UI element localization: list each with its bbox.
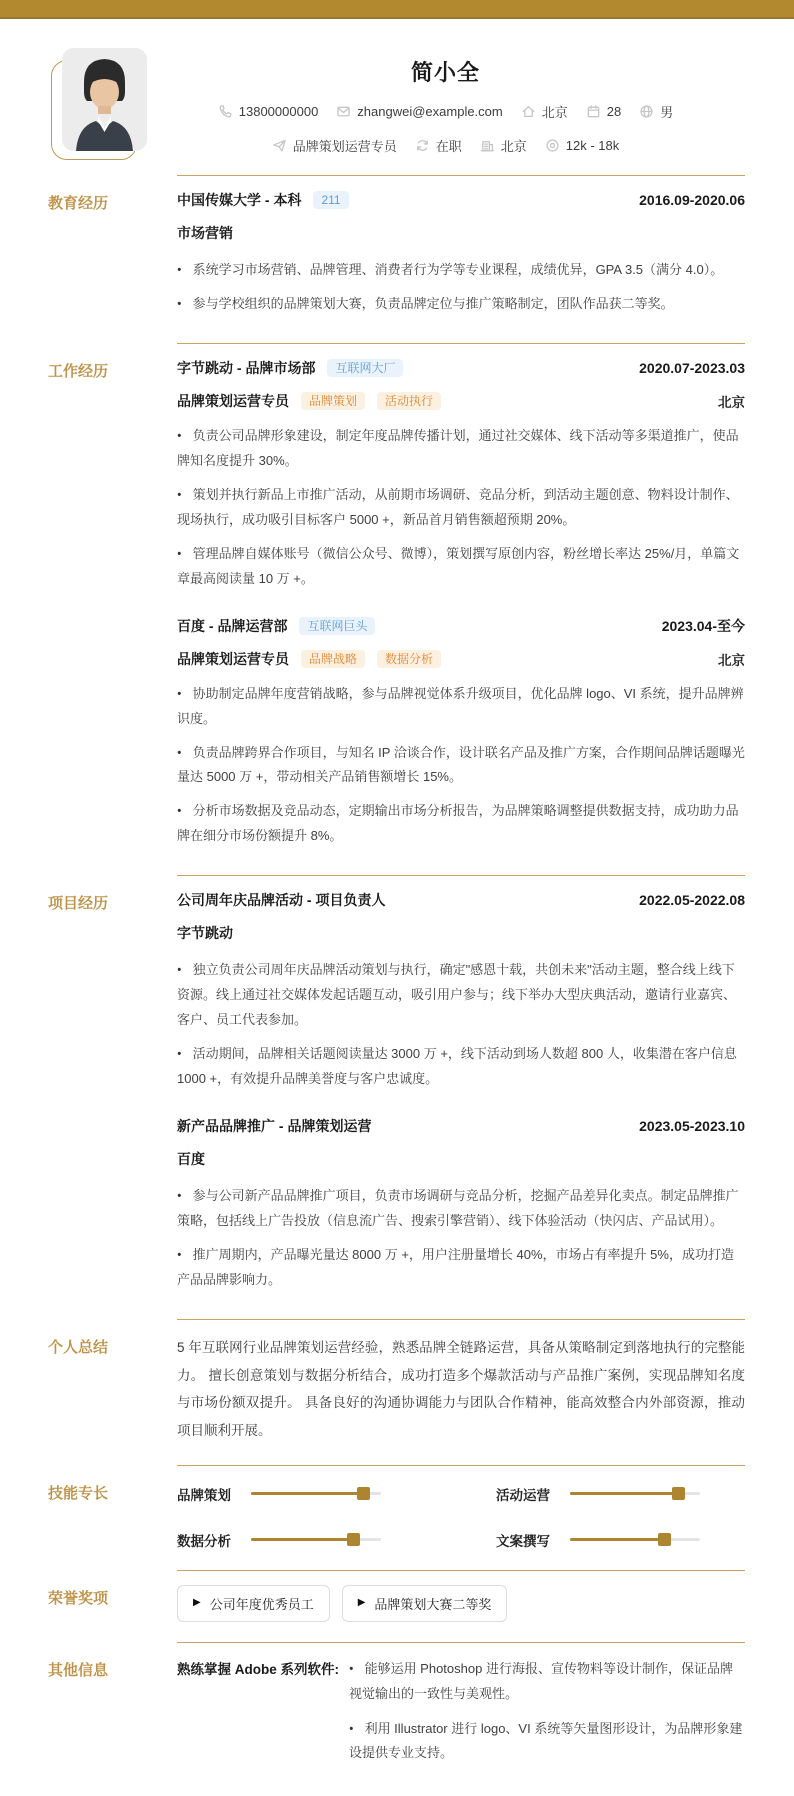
profile-photo (60, 48, 146, 152)
slider-handle[interactable] (658, 1533, 671, 1546)
home-icon (521, 104, 536, 119)
skill-label: 文案撰写 (496, 1533, 550, 1549)
project-bullet: • 推广周期内，产品曝光量达 8000 万 +，用户注册量增长 40%，市场占有率提升 5%，成功打造产品品牌影响力。 (177, 1243, 745, 1293)
slider-fill (570, 1538, 665, 1541)
company-name: 字节跳动 - 品牌市场部 (177, 359, 316, 376)
bullet-dot: • (349, 1721, 354, 1735)
work-location: 北京 (718, 394, 745, 410)
contact-location (480, 136, 527, 155)
project-entry-newproduct (177, 1116, 745, 1293)
contact-phone (218, 104, 319, 119)
slider-handle[interactable] (347, 1533, 360, 1546)
education-bullet: • 参与学校组织的品牌策划大赛，负责品牌定位与推广策略制定，团队作品获二等奖。 (177, 292, 745, 317)
skill-data-analysis (177, 1530, 426, 1550)
school-name: 中国传媒大学 - 本科 (177, 192, 302, 208)
project-bullet: • 独立负责公司周年庆品牌活动策划与执行，确定"感恩十载，共创未来"活动主题，整合线上线下资源。线上通过社交媒体发起话题互动，吸引用户参与；线下举办大型庆典活动，邀请行业嘉宾、客户、员工代表参加。 (177, 958, 745, 1033)
work-date: 2023.04-至今 (661, 617, 745, 634)
skill-brand-planning (177, 1484, 426, 1504)
job-tag: 数据分析 (377, 650, 441, 668)
send-icon (272, 138, 287, 153)
project-org: 字节跳动 (177, 925, 233, 942)
contact-city (521, 102, 568, 121)
section-title-honors: 荣誉奖项 (48, 1589, 109, 1607)
honor-label: 公司年度优秀员工 (209, 1596, 314, 1612)
slider-fill (570, 1492, 679, 1495)
major: 市场营销 (177, 225, 233, 241)
bullet-dot: • (177, 428, 182, 443)
project-date: 2023.05-2023.10 (639, 1118, 745, 1135)
resume-header (0, 19, 794, 155)
job-title: 品牌策划运营专员 (177, 392, 289, 409)
bullet-dot: • (177, 804, 182, 818)
bullet-dot: • (177, 1047, 182, 1061)
calendar-icon (586, 104, 601, 119)
honor-button-brand-contest[interactable] (342, 1585, 508, 1622)
school-badge-211: 211 (313, 191, 348, 209)
candidate-name: 简小全 (410, 60, 480, 85)
email-icon (336, 104, 351, 119)
slider-fill (251, 1538, 354, 1541)
section-summary (0, 1319, 794, 1465)
skill-slider[interactable] (251, 1487, 381, 1500)
skill-label: 品牌策划 (177, 1487, 231, 1503)
city-value: 北京 (541, 105, 568, 120)
globe-icon (639, 104, 654, 119)
contact-status (415, 136, 462, 155)
section-title-education: 教育经历 (48, 195, 109, 212)
work-bullet: • 管理品牌自媒体账号（微信公众号、微博），策划撰写原创内容，粉丝增长率达 25%/月，单篇文章最高阅读量 10 万 +。 (177, 542, 745, 592)
phone-value: 13800000000 (238, 104, 319, 119)
bullet-dot: • (177, 546, 182, 561)
work-bullet: • 协助制定品牌年度营销战略，参与品牌视觉体系升级项目，优化品牌 logo、VI 系统，提升品牌辨识度。 (177, 682, 745, 732)
section-title-other: 其他信息 (48, 1661, 109, 1679)
project-name: 新产品品牌推广 - 品牌策划运营 (177, 1118, 372, 1135)
contact-email (336, 104, 502, 119)
section-work (0, 343, 794, 875)
education-date: 2016.09-2020.06 (639, 192, 745, 208)
slider-handle[interactable] (357, 1487, 370, 1500)
work-bullet: • 负责公司品牌形象建设，制定年度品牌传播计划，通过社交媒体、线下活动等多渠道推广，使品牌知名度提升 30%。 (177, 424, 745, 474)
company-badge: 互联网巨头 (299, 617, 375, 635)
contact-age (586, 104, 621, 119)
building-icon (480, 138, 495, 153)
sync-icon (415, 138, 430, 153)
salary-value: 12k - 18k (565, 138, 620, 153)
contact-salary (545, 138, 619, 153)
age-value: 28 (606, 104, 622, 119)
contact-row-1 (146, 102, 745, 121)
education-bullet: • 系统学习市场营销、品牌管理、消费者行为学等专业课程，成绩优异，GPA 3.5（满分 4.0）。 (177, 258, 745, 283)
work-bullet: • 分析市场数据及竞品动态，定期输出市场分析报告，为品牌策略调整提供数据支持，成功助力品牌在细分市场份额提升 8%。 (177, 799, 745, 849)
work-date: 2020.07-2023.03 (639, 359, 745, 376)
section-title-projects: 项目经历 (48, 895, 109, 913)
bullet-dot: • (177, 1247, 182, 1262)
play-icon: ▶ (193, 1597, 201, 1609)
skill-event-operation (496, 1484, 745, 1504)
section-title-summary: 个人总结 (48, 1338, 109, 1356)
work-entry-baidu (177, 616, 745, 850)
skill-slider[interactable] (570, 1533, 700, 1546)
skill-slider[interactable] (570, 1487, 700, 1500)
contact-row-2 (146, 136, 745, 155)
company-badge: 互联网大厂 (327, 359, 403, 377)
position-value: 品牌策划运营专员 (292, 139, 397, 154)
project-entry-anniversary (177, 890, 745, 1092)
section-projects (0, 875, 794, 1319)
other-skill-label: 熟练掌握 Adobe 系列软件: (177, 1661, 339, 1677)
status-value: 在职 (435, 139, 462, 154)
project-org: 百度 (177, 1151, 205, 1168)
section-other (0, 1642, 794, 1796)
project-bullet: • 参与公司新产品品牌推广项目，负责市场调研与竞品分析，挖掘产品差异化卖点。制定品牌推广策略，包括线上广告投放（信息流广告、搜索引擎营销）、线下体验活动（快闪店、产品试用）。 (177, 1184, 745, 1234)
bullet-dot: • (177, 262, 182, 277)
job-tag: 品牌战略 (301, 650, 365, 668)
slider-fill (251, 1492, 364, 1495)
bullet-dot: • (177, 686, 182, 700)
work-entry-bytedance (177, 358, 745, 592)
section-education (0, 175, 794, 343)
target-icon (545, 138, 560, 153)
work-location: 北京 (718, 652, 745, 668)
location-value: 北京 (500, 139, 527, 154)
play-icon: ▶ (357, 1597, 366, 1609)
bullet-dot: • (177, 1188, 182, 1203)
other-bullet: • 能够运用 Photoshop 进行海报、宣传物料等设计制作，保证品牌视觉输出的一致性与美观性。 (349, 1657, 745, 1707)
honor-label: 品牌策划大赛二等奖 (374, 1596, 492, 1612)
job-tag: 品牌策划 (301, 392, 365, 410)
other-bullet: • 利用 Illustrator 进行 logo、VI 系统等矢量图形设计，为品牌形象建设提供专业支持。 (349, 1717, 745, 1767)
slider-handle[interactable] (672, 1487, 685, 1500)
gender-value: 男 (660, 105, 674, 120)
work-bullet: • 负责品牌跨界合作项目，与知名 IP 洽谈合作，设计联名产品及推广方案，合作期间品牌话题曝光量达 5000 万 +，带动相关产品销售额增长 15%。 (177, 741, 745, 791)
education-entry (177, 190, 745, 317)
skill-copywriting (496, 1530, 745, 1550)
bullet-dot: • (177, 963, 182, 977)
section-title-skills: 技能专长 (48, 1484, 109, 1502)
job-tag: 活动执行 (377, 392, 441, 410)
skill-label: 活动运营 (496, 1487, 550, 1503)
phone-icon (218, 104, 233, 119)
skill-label: 数据分析 (177, 1533, 231, 1549)
contact-position (272, 136, 397, 155)
job-title: 品牌策划运营专员 (177, 650, 289, 667)
project-bullet: • 活动期间，品牌相关话题阅读量达 3000 万 +，线下活动到场人数超 800 人，收集潜在客户信息 1000 +，有效提升品牌美誉度与客户忠诚度。 (177, 1042, 745, 1092)
top-accent-bar (0, 0, 794, 19)
bullet-dot: • (177, 745, 182, 759)
skill-slider[interactable] (251, 1533, 381, 1546)
project-date: 2022.05-2022.08 (639, 892, 745, 909)
honor-button-employee-of-year[interactable] (177, 1585, 330, 1622)
project-name: 公司周年庆品牌活动 - 项目负责人 (177, 892, 386, 909)
bullet-dot: • (177, 296, 182, 311)
section-honors (0, 1570, 794, 1642)
bullet-dot: • (349, 1661, 354, 1675)
company-name: 百度 - 品牌运营部 (177, 617, 288, 634)
avatar (62, 48, 147, 151)
work-bullet: • 策划并执行新品上市推广活动，从前期市场调研、竞品分析，到活动主题创意、物料设计制作、现场执行，成功吸引目标客户 5000 +，新品首月销售额超预期 20%。 (177, 483, 745, 533)
email-value: zhangwei@example.com (357, 104, 503, 119)
section-skills (0, 1465, 794, 1570)
bullet-dot: • (177, 487, 182, 502)
contact-gender (639, 102, 673, 121)
summary-text: 5 年互联网行业品牌策划运营经验，熟悉品牌全链路运营，具备从策略制定到落地执行的完整能力。 擅长创意策划与数据分析结合，成功打造多个爆款活动与产品推广案例，实现品牌知名度与市场份额双提升。 具备良好的沟通协调能力与团队合作精神，能高效整合内外部资源，推动项目顺利开展。 (177, 1339, 745, 1438)
section-title-work: 工作经历 (48, 362, 109, 380)
